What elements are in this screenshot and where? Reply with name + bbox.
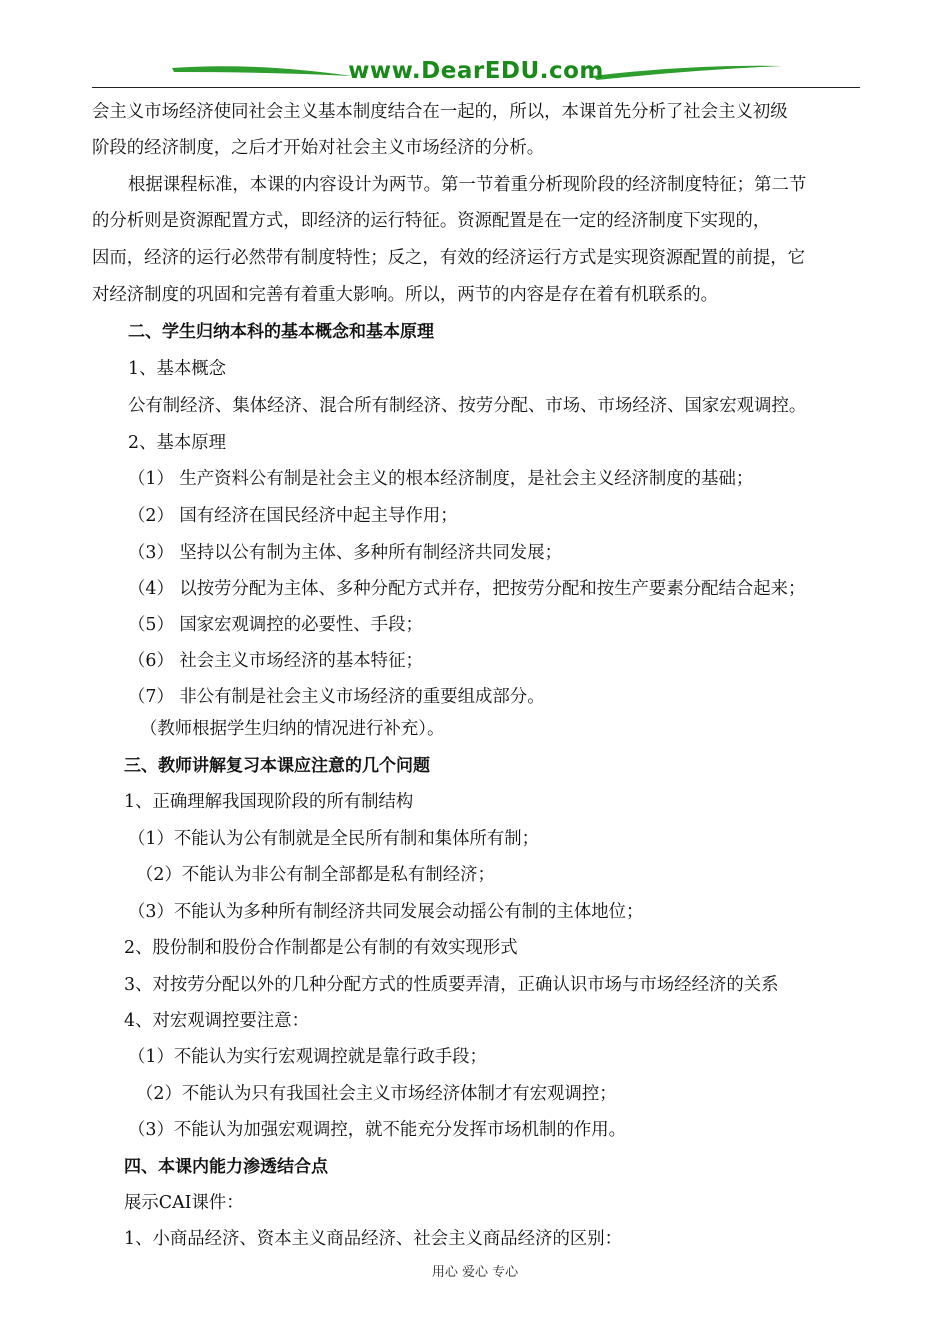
list-item: （2）不能认为非公有制全部都是私有制经济；: [136, 865, 495, 885]
body-text-line: 阶段的经济制度，之后才开始对社会主义市场经济的分析。: [92, 138, 545, 158]
page-footer: 用心 爱心 专心: [431, 1265, 519, 1280]
body-text-line: 公有制经济、集体经济、混合所有制经济、按劳分配、市场、市场经济、国家宏观调控。: [128, 396, 807, 416]
body-text-line: 会主义市场经济使同社会主义基本制度结合在一起的，所以，本课首先分析了社会主义初级: [92, 102, 788, 122]
body-text-line: 根据课程标准，本课的内容设计为两节。第一节着重分析现阶段的经济制度特征；第二节: [128, 175, 807, 195]
body-text-line: 因而，经济的运行必然带有制度特性；反之，有效的经济运行方式是实现资源配置的前提，它: [92, 248, 806, 268]
body-text-line: 对经济制度的巩固和完善有着重大影响。所以，两节的内容是存在着有机联系的。: [92, 285, 719, 305]
list-item: （1）不能认为实行宏观调控就是靠行政手段；: [128, 1047, 487, 1067]
list-item: （1）不能认为公有制就是全民所有制和集体所有制；: [128, 829, 540, 849]
list-item: （2） 国有经济在国民经济中起主导作用；: [128, 506, 458, 526]
list-item: （7） 非公有制是社会主义市场经济的重要组成部分。: [128, 687, 545, 707]
subheading: 1、正确理解我国现阶段的所有制结构: [124, 792, 414, 812]
subheading: 4、对宏观调控要注意：: [124, 1011, 309, 1031]
list-item: （5） 国家宏观调控的必要性、手段；: [128, 615, 423, 635]
section-heading: 三、教师讲解复习本课应注意的几个问题: [124, 756, 430, 776]
list-item: （3）不能认为加强宏观调控，就不能充分发挥市场机制的作用。: [128, 1120, 627, 1140]
subheading: 1、小商品经济、资本主义商品经济、社会主义商品经济的区别：: [124, 1229, 623, 1249]
body-text-line: 的分析则是资源配置方式，即经济的运行特征。资源配置是在一定的经济制度下实现的，: [92, 211, 771, 231]
subheading: 1、基本概念: [128, 359, 227, 379]
subheading: 3、对按劳分配以外的几种分配方式的性质要弄清，正确认识市场与市场经经济的关系: [124, 975, 779, 995]
list-item: （6） 社会主义市场经济的基本特征；: [128, 651, 423, 671]
list-item: （2）不能认为只有我国社会主义市场经济体制才有宏观调控；: [136, 1084, 617, 1104]
logo-text: www.DearEDU.com: [348, 58, 604, 84]
list-item: （3） 坚持以公有制为主体、多种所有制经济共同发展；: [128, 543, 562, 563]
list-item: （4） 以按劳分配为主体、多种分配方式并存，把按劳分配和按生产要素分配结合起来；: [128, 579, 806, 599]
section-heading: 四、本课内能力渗透结合点: [124, 1157, 328, 1177]
subheading: 2、基本原理: [128, 433, 227, 453]
body-text-line: （教师根据学生归纳的情况进行补充）。: [140, 719, 445, 739]
list-item: （3）不能认为多种所有制经济共同发展会动摇公有制的主体地位；: [128, 902, 644, 922]
header-divider: [92, 87, 860, 88]
section-heading: 二、学生归纳本科的基本概念和基本原理: [128, 322, 434, 342]
site-header-logo: [92, 56, 860, 90]
subheading: 2、股份制和股份合作制都是公有制的有效实现形式: [124, 938, 518, 958]
body-text-line: 展示CAI课件：: [124, 1193, 244, 1213]
list-item: （1） 生产资料公有制是社会主义的根本经济制度，是社会主义经济制度的基础；: [128, 469, 754, 489]
